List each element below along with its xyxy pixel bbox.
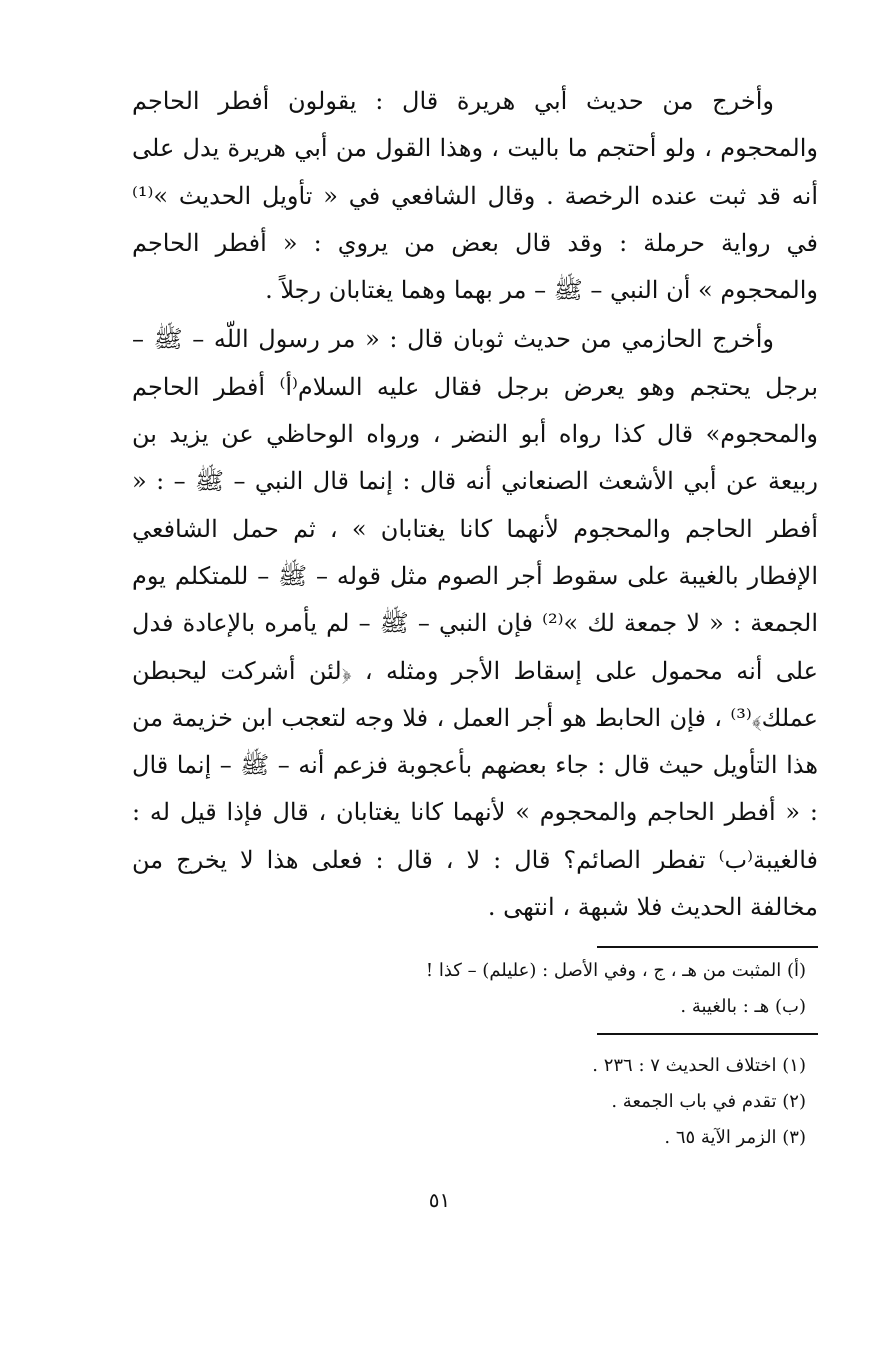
footnotes-divider xyxy=(597,1033,818,1035)
paragraph-1: وأخرج من حديث أبي هريرة قال : يقولون أفطر الحاجم والمحجوم ، ولو أحتجم ما باليت ، وهذا القول من أبي هريرة يدل على أنه قد ثبت عنده الرخصة . وقال الشافعي في « تأويل الحديث »⁽¹⁾ في رواية حرملة : وقد قال بعض من يروي : « أفطر الحاجم والمحجوم » أن النبي – ﷺ – مر بهما وهما يغتابان رجلاً . xyxy=(132,87,818,305)
paragraph-2: وأخرج الحازمي من حديث ثوبان قال : « مر رسول اللّه – ﷺ – برجل يحتجم وهو يعرض برجل فقال عليه السلام⁽أ⁾ أفطر الحاجم والمحجوم» قال كذا رواه أبو النضر ، ورواه الوحاظي عن يزيد بن ربيعة عن أبي الأشعث الصنعاني أنه قال : إنما قال النبي – ﷺ – : « أفطر الحاجم والمحجوم لأنهما كانا يغتابان » ، ثم حمل الشافعي الإفطار بالغيبة على سقوط أجر الصوم مثل قوله – ﷺ – للمتكلم يوم الجمعة : « لا جمعة لك »⁽²⁾ فإن النبي – ﷺ – لم يأمره بالإعادة فدل على أنه محمول على إسقاط الأجر ومثله ، ﴿لئن أشركت ليحبطن عملك﴾⁽³⁾ ، فإن الحابط هو أجر العمل ، فلا وجه لتعجب ابن خزيمة من هذا التأويل حيث قال : جاء بعضهم بأعجوبة فزعم أنه – ﷺ – إنما قال : « أفطر الحاجم والمحجوم » لأنهما كانا يغتابان ، قال فإذا قيل له : فالغيبة⁽ب⁾ تفطر الصائم؟ قال : لا ، قال : فعلى هذا لا يخرج من مخالفة الحديث فلا شبهة ، انتهى . xyxy=(132,325,819,922)
main-text xyxy=(132,78,818,931)
footnote-1: (١) اختلاف الحديث ٧ : ٢٣٦ . xyxy=(592,1055,806,1076)
editor-note-b: (ب) هـ : بالغيبة . xyxy=(680,996,806,1017)
footnote-2: (٢) تقدم في باب الجمعة . xyxy=(611,1091,806,1112)
editor-notes-divider xyxy=(597,946,818,948)
editor-note-a: (أ) المثبت من هـ ، ج ، وفي الأصل : (عليلم) – كذا ! xyxy=(425,960,806,981)
footnote-3: (٣) الزمر الآية ٦٥ . xyxy=(664,1127,806,1148)
footnotes xyxy=(380,1048,806,1156)
page-number: ٥١ xyxy=(428,1188,451,1212)
editor-notes xyxy=(380,953,806,1025)
